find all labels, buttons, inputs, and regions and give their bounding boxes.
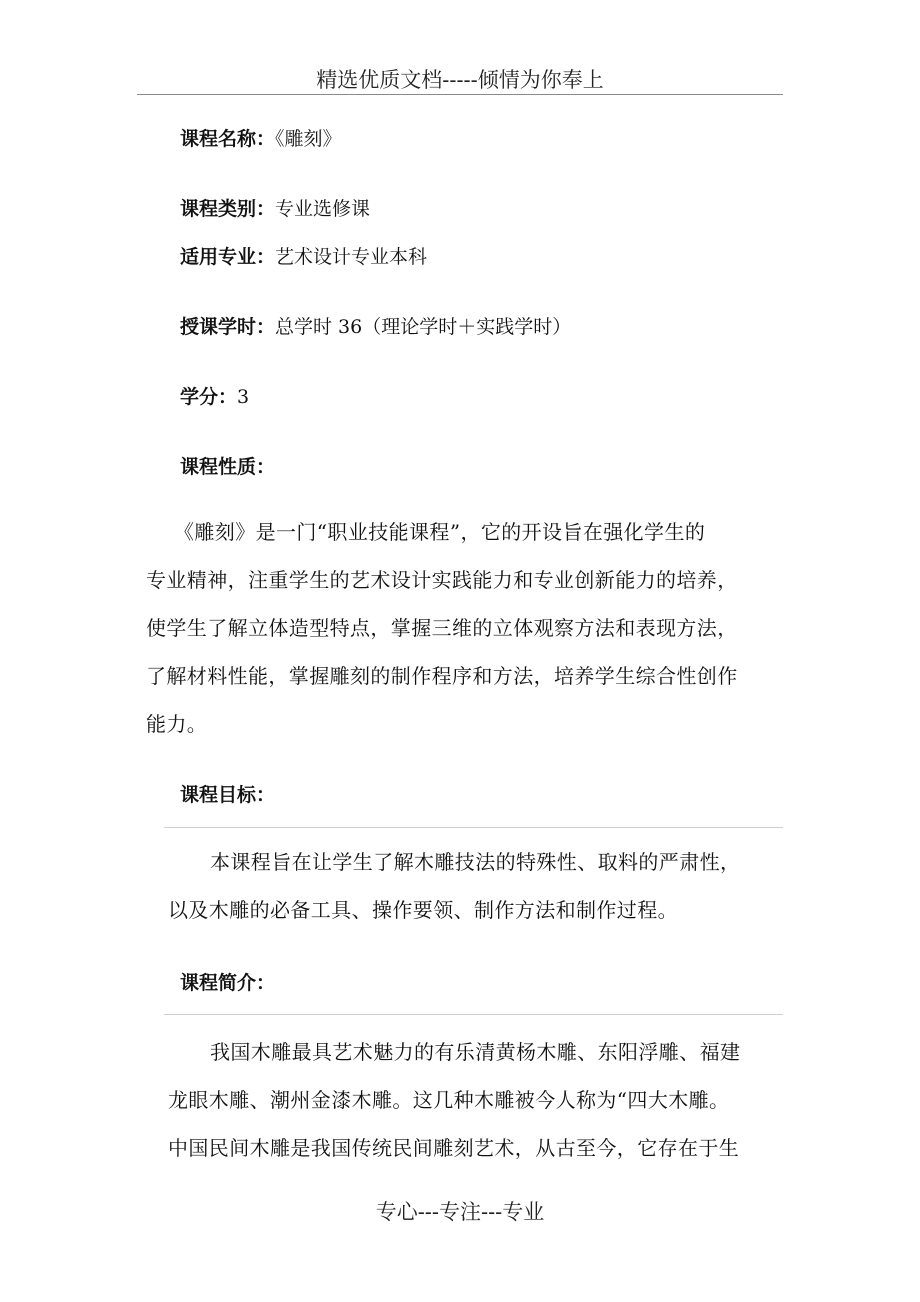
goal-divider xyxy=(164,827,783,828)
credits-row xyxy=(180,382,249,409)
nature-line: 专业精神，注重学生的艺术设计实践能力和专业创新能力的培养， xyxy=(146,568,738,592)
header-divider xyxy=(137,94,783,95)
intro-line: 我国木雕最具艺术魅力的有乐清黄杨木雕、东阳浮雕、福建 xyxy=(210,1040,741,1064)
goal-heading: 课程目标： xyxy=(180,784,276,806)
page-footer: 专心---专注---专业 xyxy=(375,1200,545,1224)
course-name-value: 《雕刻》 xyxy=(275,128,342,150)
intro-divider xyxy=(164,1014,783,1015)
course-name-label: 课程名称： xyxy=(180,128,276,150)
goal-paragraph xyxy=(168,838,740,934)
intro-line: 龙眼木雕、潮州金漆木雕。这几种木雕被今人称为“四大木雕。 xyxy=(168,1088,730,1112)
major-row xyxy=(180,242,427,269)
nature-line: 了解材料性能，掌握雕刻的制作程序和方法，培养学生综合性创作 xyxy=(146,664,738,688)
course-category-value: 专业选修课 xyxy=(275,198,371,220)
page-header: 精选优质文档-----倾情为你奉上 xyxy=(316,68,604,92)
hours-row xyxy=(180,312,571,339)
intro-paragraph xyxy=(168,1028,740,1172)
credits-value: 3 xyxy=(237,386,250,408)
hours-value: 总学时 36（理论学时＋实践学时） xyxy=(275,316,572,338)
nature-line: 能力。 xyxy=(146,712,208,736)
major-label: 适用专业： xyxy=(180,246,276,268)
course-category-row xyxy=(180,194,370,221)
nature-heading: 课程性质： xyxy=(180,456,276,478)
course-name-row xyxy=(180,124,342,151)
hours-label: 授课学时： xyxy=(180,316,276,338)
credits-label: 学分： xyxy=(180,386,238,408)
intro-line: 中国民间木雕是我国传统民间雕刻艺术，从古至今，它存在于生 xyxy=(168,1136,740,1160)
major-value: 艺术设计专业本科 xyxy=(275,246,428,268)
nature-paragraph xyxy=(146,508,738,748)
intro-heading: 课程简介： xyxy=(180,972,276,994)
nature-line: 使学生了解立体造型特点，掌握三维的立体观察方法和表现方法， xyxy=(146,616,738,640)
course-category-label: 课程类别： xyxy=(180,198,276,220)
goal-line: 本课程旨在让学生了解木雕技法的特殊性、取料的严肃性， xyxy=(210,850,741,874)
nature-line: 《雕刻》是一门“职业技能课程”，它的开设旨在强化学生的 xyxy=(174,520,706,544)
goal-line: 以及木雕的必备工具、操作要领、制作方法和制作过程。 xyxy=(168,898,678,922)
